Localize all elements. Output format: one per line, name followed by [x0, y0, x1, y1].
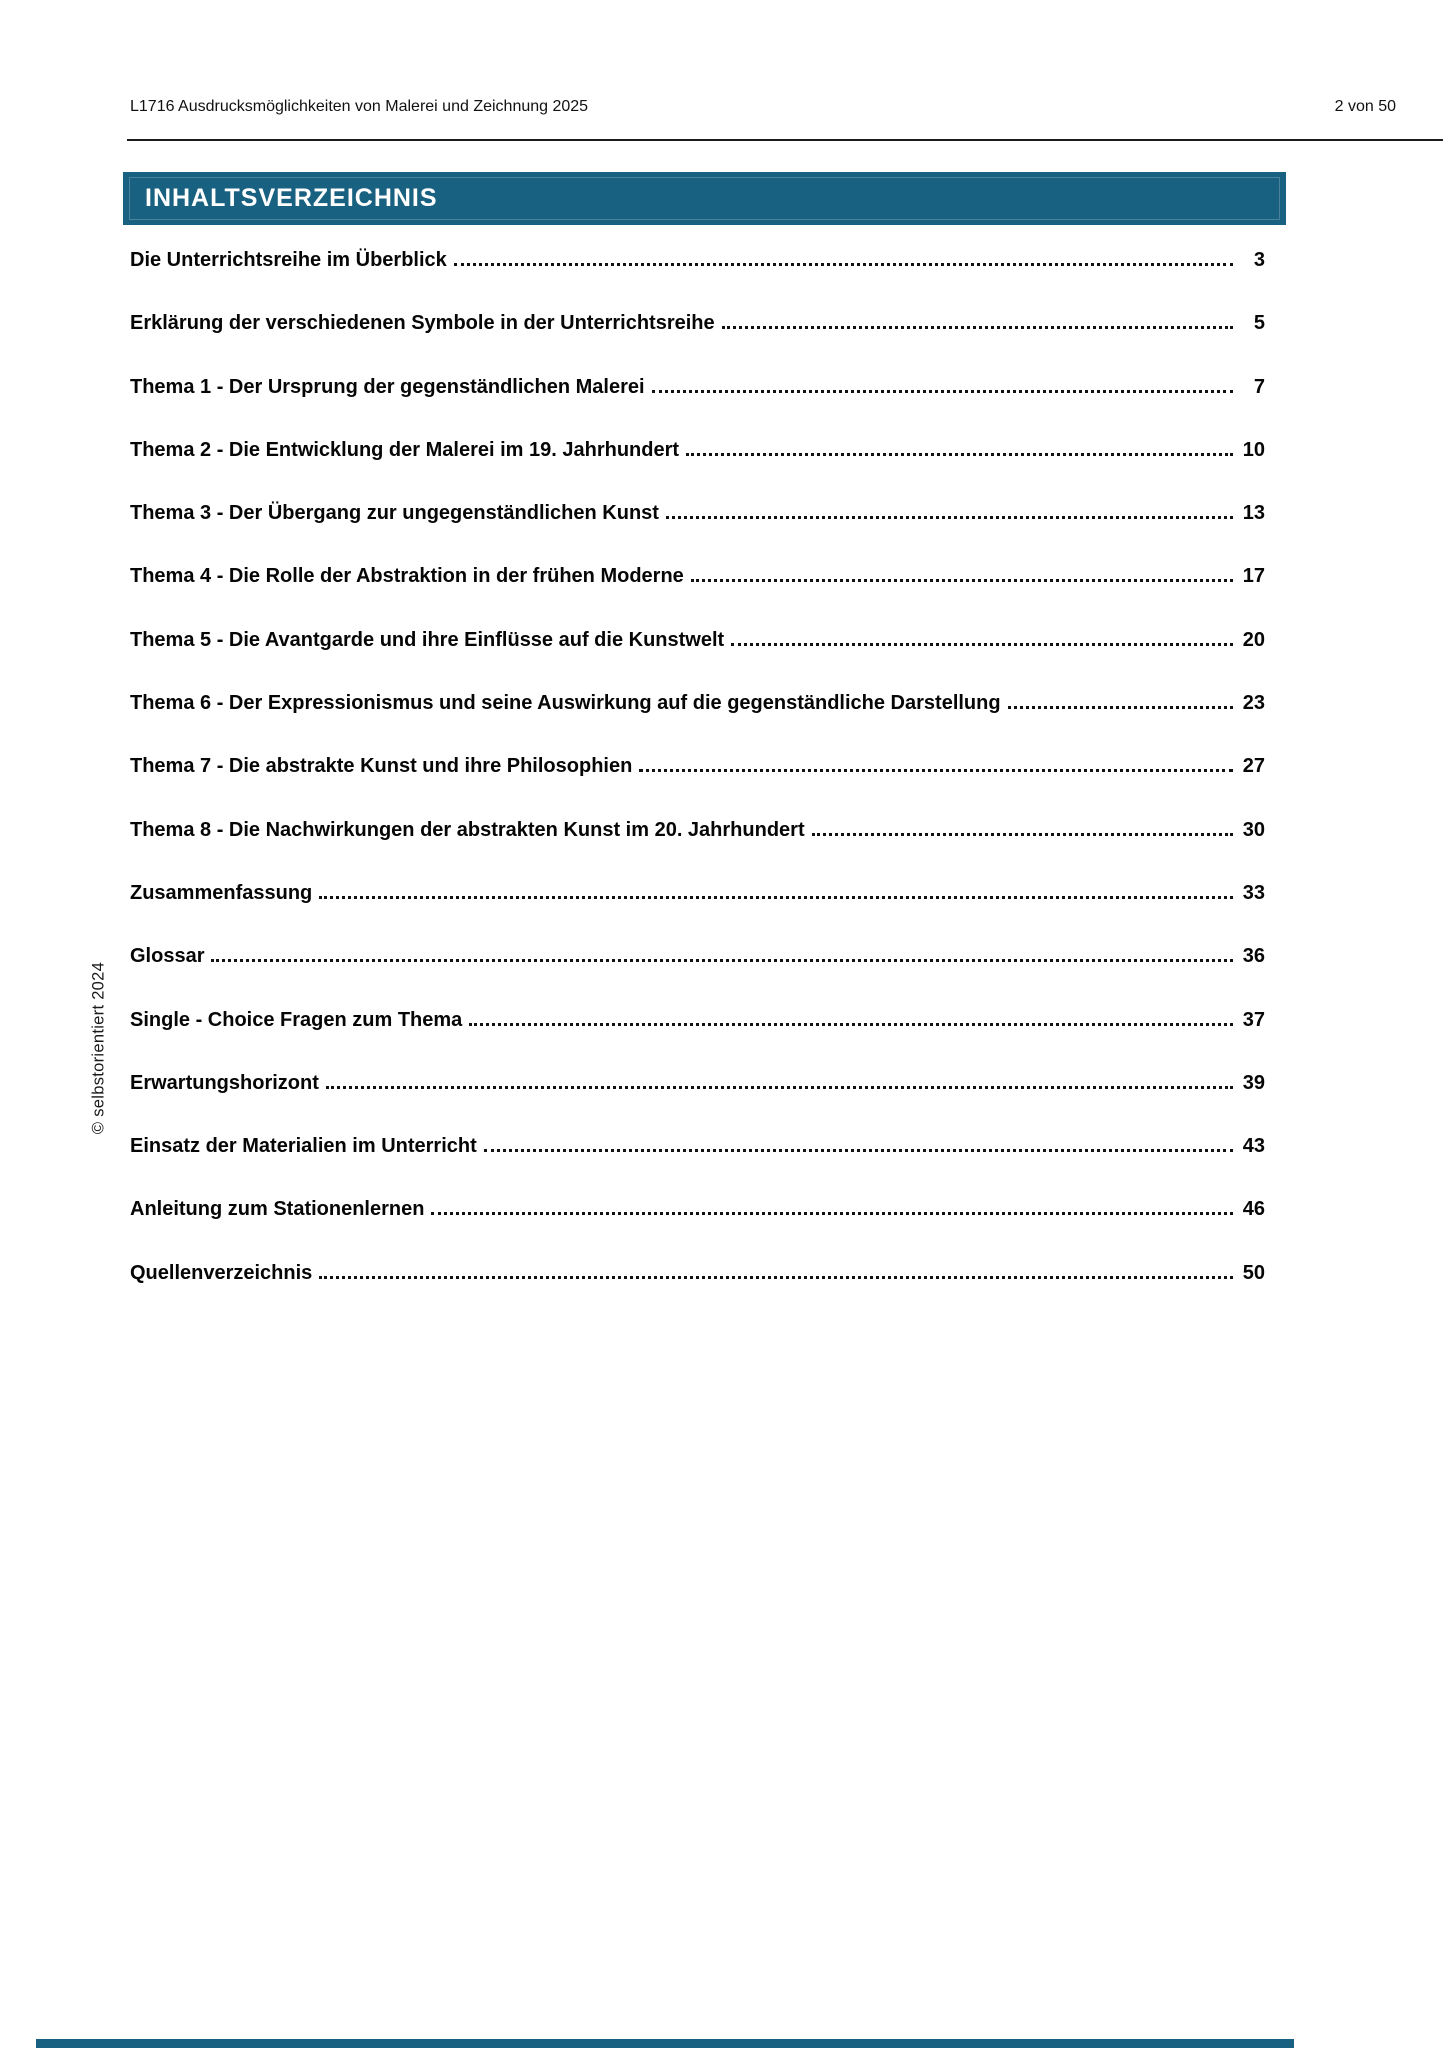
toc-entry-page: 10	[1242, 438, 1265, 461]
toc-entry-label: Glossar	[130, 945, 205, 968]
dot-leader	[319, 896, 1233, 899]
toc-entry	[130, 692, 1265, 755]
toc-entry	[130, 755, 1265, 818]
toc-entry-page: 17	[1242, 565, 1265, 588]
toc-entry-page: 20	[1242, 628, 1265, 651]
toc-entry	[130, 1135, 1265, 1198]
dot-leader	[454, 263, 1233, 266]
toc-entry	[130, 1072, 1265, 1135]
toc-entry-label: Anleitung zum Stationenlernen	[130, 1198, 425, 1221]
toc-entry	[130, 1198, 1265, 1261]
toc-entry-page: 46	[1242, 1198, 1265, 1221]
dot-leader	[731, 643, 1233, 646]
toc-entry	[130, 439, 1265, 502]
toc-entry-label: Thema 2 - Die Entwicklung der Malerei im 19. Jahrhundert	[130, 438, 680, 461]
dot-leader	[666, 516, 1233, 519]
footer-accent-bar	[36, 2039, 1294, 2048]
toc-list	[130, 249, 1265, 1325]
dot-leader	[812, 833, 1233, 836]
toc-entry	[130, 629, 1265, 692]
toc-entry-label: Thema 5 - Die Avantgarde und ihre Einflüsse auf die Kunstwelt	[130, 628, 725, 651]
toc-entry-page: 30	[1242, 818, 1265, 841]
toc-entry-label: Single - Choice Fragen zum Thema	[130, 1008, 463, 1031]
toc-entry-label: Thema 7 - Die abstrakte Kunst und ihre Philosophien	[130, 755, 633, 778]
toc-entry	[130, 1009, 1265, 1072]
dot-leader	[326, 1086, 1233, 1089]
toc-title: INHALTSVERZEICHNIS	[145, 184, 438, 212]
toc-entry	[130, 502, 1265, 565]
toc-entry-page: 36	[1242, 945, 1265, 968]
toc-entry-label: Thema 3 - Der Übergang zur ungegenständlichen Kunst	[130, 502, 659, 525]
toc-entry	[130, 1262, 1265, 1325]
toc-entry	[130, 882, 1265, 945]
toc-entry-page: 5	[1253, 312, 1265, 335]
toc-entry-label: Die Unterrichtsreihe im Überblick	[130, 249, 447, 271]
toc-entry-page: 43	[1242, 1135, 1265, 1158]
dot-leader	[431, 1212, 1233, 1215]
toc-entry-page: 27	[1242, 755, 1265, 778]
toc-entry	[130, 565, 1265, 628]
toc-entry-label: Einsatz der Materialien im Unterricht	[130, 1135, 477, 1158]
toc-entry-page: 7	[1253, 375, 1265, 398]
dot-leader	[1008, 706, 1233, 709]
toc-entry-page: 39	[1242, 1071, 1265, 1094]
toc-entry-page: 50	[1242, 1261, 1265, 1284]
dot-leader	[211, 959, 1233, 962]
toc-entry-page: 33	[1242, 881, 1265, 904]
toc-entry	[130, 945, 1265, 1008]
toc-entry-page: 13	[1242, 502, 1265, 525]
dot-leader	[652, 390, 1233, 393]
toc-entry	[130, 249, 1265, 312]
page-header	[130, 98, 1396, 116]
dot-leader	[319, 1276, 1233, 1279]
toc-entry-page: 37	[1242, 1008, 1265, 1031]
header-document-title: L1716 Ausdrucksmöglichkeiten von Malerei und Zeichnung 2025	[130, 98, 589, 115]
toc-entry-label: Thema 6 - Der Expressionismus und seine Auswirkung auf die gegenständliche Darstellung	[130, 692, 1001, 715]
dot-leader	[484, 1149, 1233, 1152]
toc-entry-label: Thema 8 - Die Nachwirkungen der abstrakten Kunst im 20. Jahrhundert	[130, 818, 805, 841]
header-page-number: 2 von 50	[1334, 98, 1396, 115]
toc-entry-label: Erwartungshorizont	[130, 1071, 319, 1094]
dot-leader	[469, 1023, 1233, 1026]
toc-entry-page: 3	[1253, 249, 1265, 271]
toc-entry	[130, 819, 1265, 882]
dot-leader	[686, 453, 1233, 456]
toc-entry-label: Erklärung der verschiedenen Symbole in der Unterrichtsreihe	[130, 312, 715, 335]
toc-entry-label: Thema 1 - Der Ursprung der gegenständlichen Malerei	[130, 375, 645, 398]
header-divider	[127, 139, 1443, 141]
toc-entry-label: Zusammenfassung	[130, 881, 313, 904]
toc-entry-label: Quellenverzeichnis	[130, 1261, 313, 1284]
toc-entry	[130, 376, 1265, 439]
toc-entry-page: 23	[1242, 692, 1265, 715]
toc-entry	[130, 312, 1265, 375]
dot-leader	[639, 769, 1233, 772]
copyright-sidebar-text: © selbstorientiert 2024	[89, 961, 108, 1135]
dot-leader	[691, 579, 1233, 582]
toc-entry-label: Thema 4 - Die Rolle der Abstraktion in der frühen Moderne	[130, 565, 684, 588]
toc-title-bar	[123, 172, 1286, 225]
dot-leader	[722, 326, 1233, 329]
